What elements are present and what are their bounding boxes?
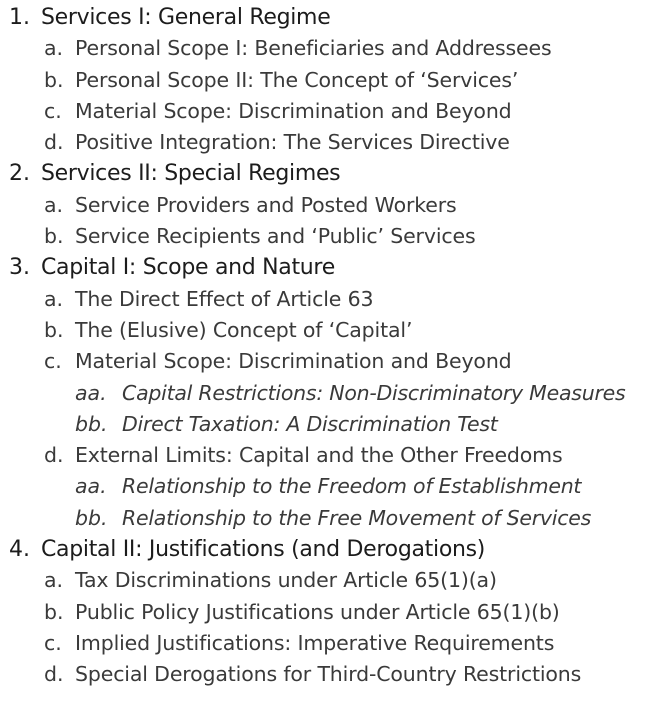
subsection-item (0, 284, 652, 315)
subsection-item (0, 440, 652, 471)
subsection-item-number: c. (44, 98, 62, 123)
subsection-item-title: Service Providers and Posted Workers (75, 192, 457, 217)
subsubsection-item-title: Relationship to the Free Movement of Services (122, 505, 592, 530)
section-heading-number: 4. (9, 537, 30, 563)
subsection-item-number: b. (44, 317, 64, 342)
subsection-item (0, 628, 652, 659)
subsubsection-item-number: bb. (75, 505, 108, 530)
subsection-item-number: a. (44, 192, 64, 217)
subsection-item (0, 565, 652, 596)
subsubsection-item-title: Direct Taxation: A Discrimination Test (122, 411, 498, 436)
subsubsection-item-number: aa. (75, 474, 107, 499)
subsubsection-item (0, 503, 652, 534)
section-heading (0, 158, 652, 189)
subsection-item-number: a. (44, 36, 64, 61)
section-heading-number: 3. (9, 255, 30, 281)
section-heading-title: Capital I: Scope and Nature (41, 255, 335, 281)
subsection-item-title: Positive Integration: The Services Directive (75, 130, 510, 155)
subsection-item-title: Personal Scope II: The Concept of ‘Services’ (75, 67, 519, 92)
subsection-item-title: Material Scope: Discrimination and Beyond (75, 349, 512, 374)
subsection-item (0, 127, 652, 158)
subsection-item-title: Implied Justifications: Imperative Requirements (75, 630, 555, 655)
subsection-item-number: c. (44, 630, 62, 655)
subsection-item (0, 33, 652, 64)
subsection-item-title: External Limits: Capital and the Other Freedoms (75, 443, 563, 468)
section-heading-number: 1. (9, 5, 30, 30)
subsection-item-title: Material Scope: Discrimination and Beyond (75, 98, 512, 123)
subsection-item-number: b. (44, 599, 64, 624)
section-heading (0, 534, 652, 565)
subsection-item-number: b. (44, 224, 64, 249)
subsection-item-number: d. (44, 662, 64, 687)
section-heading (0, 252, 652, 283)
subsubsection-item-number: aa. (75, 380, 107, 405)
section-heading-number: 2. (9, 161, 30, 187)
subsubsection-item (0, 409, 652, 440)
subsection-item-number: b. (44, 67, 64, 92)
subsection-item-title: Public Policy Justifications under Article 65(1)(b) (75, 599, 560, 624)
subsection-item (0, 346, 652, 377)
subsection-item-number: d. (44, 130, 64, 155)
subsubsection-item-title: Capital Restrictions: Non-Discriminatory Measures (122, 380, 626, 405)
subsection-item (0, 315, 652, 346)
subsection-item-number: a. (44, 568, 64, 593)
subsection-item (0, 221, 652, 252)
subsection-item-title: Tax Discriminations under Article 65(1)(a) (75, 568, 497, 593)
subsection-item-number: d. (44, 443, 64, 468)
subsection-item (0, 96, 652, 127)
section-heading-title: Capital II: Justifications (and Derogations) (41, 537, 486, 563)
subsection-item (0, 597, 652, 628)
subsection-item (0, 65, 652, 96)
subsection-item-title: Personal Scope I: Beneficiaries and Addressees (75, 36, 552, 61)
subsection-item-title: The Direct Effect of Article 63 (75, 286, 374, 311)
subsection-item-number: a. (44, 286, 64, 311)
subsection-item-title: Service Recipients and ‘Public’ Services (75, 224, 476, 249)
subsubsection-item (0, 378, 652, 409)
subsection-item-title: The (Elusive) Concept of ‘Capital’ (75, 317, 413, 342)
subsubsection-item (0, 471, 652, 502)
subsubsection-item-number: bb. (75, 411, 108, 436)
section-heading-title: Services II: Special Regimes (41, 161, 341, 187)
subsection-item-number: c. (44, 349, 62, 374)
subsection-item (0, 659, 652, 690)
table-of-contents (0, 2, 652, 691)
subsection-item (0, 190, 652, 221)
subsection-item-title: Special Derogations for Third-Country Restrictions (75, 662, 582, 687)
subsubsection-item-title: Relationship to the Freedom of Establishment (122, 474, 582, 499)
section-heading-title: Services I: General Regime (41, 5, 331, 30)
section-heading (0, 2, 652, 33)
